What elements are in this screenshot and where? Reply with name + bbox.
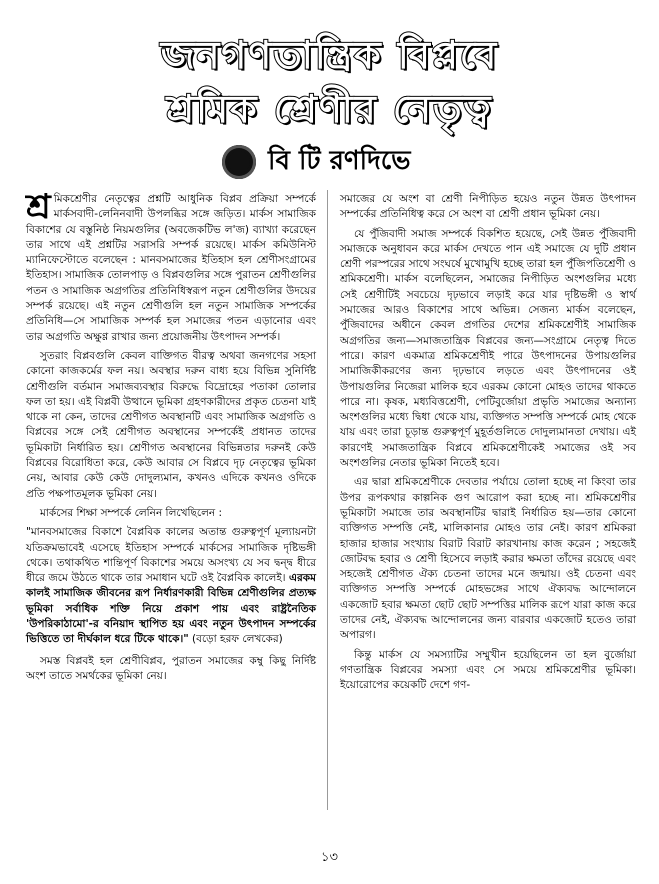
paragraph — [26, 187, 316, 345]
quote-text: "মানবসমাজের বিকাশে বৈপ্লবিক কালের অতান্ত গুরুত্বপূর্ণ মূল্যায়নটা যতিক্রমভাবেই এসেছে ইতিহাস সম্পর্কে মার্কসের সামাজিক দৃষ্টিভঙ্গী থেকে। তথাকথিত শান্তিপূর্ণ বিকাশের সময়ে অসংখ্য যে সব দ্বন্দ্ব ধীরে ধীরে জমে উঠতে থাকে তার সমাধান ঘটে ওই বৈপ্লবিক কালেই। — [26, 526, 316, 585]
page-number: ১৩ — [321, 850, 338, 865]
byline — [222, 142, 411, 182]
paragraph-text: মিকশ্রেণীর নেতৃত্বের প্রশ্নটি আধুনিক বিপ্লব প্রক্রিয়া সম্পর্কে মার্কসবাদী-লেনিনবাদী উপলব্ধির সঙ্গে জড়িত। মার্কস সামাজিক বিকাশের যে বস্তুনিষ্ঠ নিয়মগুলির (অবজেকটিভ ল'জ) ব্যাখ্যা করেছেন তার সাথে এই প্রশ্নটির সরাসরি সম্পর্ক রয়েছে। মার্কস কমিউনিস্ট ম্যানিফেস্টোতে বলেছেন : মানবসমাজের ইতিহাস হল শ্রেণীসংগ্রামের ইতিহাস। সামাজিক তোলপাড় ও বিপ্লবগুলির সঙ্গে পুরাতন শ্রেণীগুলির পতন ও সামাজিক অগ্রগতির প্রতিনিধিস্বরূপ নতুন শ্রেণীগুলির উদয়ের সম্পর্ক রয়েছে। এই নতুন শ্রেণীগুলি হল নতুন সামাজিক সম্পর্কের প্রতিনিধি—সে সামাজিক সম্পর্ক হল সমাজের পতন এড়ানোর এবং তার অগ্রগতি অক্ষুণ্ণ রাখার জন্য প্রয়োজনীয় উৎপাদন সম্পর্ক। — [26, 193, 316, 343]
block-quote — [26, 525, 316, 647]
headline-line-1: জনগণতান্ত্রিক বিপ্লবে — [160, 32, 499, 77]
column-divider — [327, 190, 328, 810]
author-name: বি টি রণদিভে — [268, 146, 411, 176]
paragraph: সমস্ত বিপ্লবই হল শ্রেণীবিপ্লব, পুরাতন সমাজের কম্বু কিছু নির্দিষ্ট অংশ তাতে সমর্থকের ভূমিকা নেয়। — [26, 654, 316, 682]
paragraph: সুতরাং বিপ্লবগুলি কেবল বাক্তিগত বীরত্ব অথবা জনগণের সহসা কোনো কাজকর্মের ফল নয়। অবস্থার দরুন বাধ্য হয়ে বিভিন্ন সুনির্দিষ্ট শ্রেণীগুলি বর্তমান সমাজব্যবস্থার বিরুদ্ধে বিদ্রোহের পতাকা তোলার ফল তা হয়। এই বিপ্লবী উত্থানে ভূমিকা গ্রহণকারীদের প্রকৃত চেতনা যাই থাকে না কেন, তাদের শ্রেণীগত অবস্থানটি এবং সামাজিক অগ্রগতি ও বিপ্লবের সঙ্গে সেই শ্রেণীগত অবস্থানের সম্পর্কেই প্রধানত তাদের ভূমিকাটা নির্ধারিত হয়। শ্রেণীগত অবস্থানের বিভিন্নতার দরুনই কেউ বিপ্লবের বিরোধিতা করে, কেউ আবার সে বিপ্লবে দৃঢ় নেতৃত্বের ভূমিকা নেয়, আবার কেউ কেউ দোদুল্যমান, কখনও এদিকে কখনও ওদিকে প্রতি পক্ষপাতমূলক ভূমিকা নেয়। — [26, 349, 316, 500]
paragraph: যে পুঁজিবাদী সমাজ সম্পর্কে বিকশিত হয়েছে, সেই উন্নত পুঁজিবাদী সমাজকে অনুধাবন করে মার্কস দেখতে পান এই সমাজে যে দুটি প্রধান শ্রেণী পরস্পরের সাথে সংঘর্ষে মুখোমুখি হচ্ছে তারা হল পুঁজিপতিশ্রেণী ও শ্রমিকশ্রেণী। মার্কস বলেছিলেন, সমাজের নিপীড়িত অংশগুলির মধ্যে সেই শ্রেণীটিই সবচেয়ে দৃঢ়ভাবে লড়াই করে যার দৃষ্টিভঙ্গী ও স্বার্থ সমাজের আরও বিকাশের সাথে অভিন্ন। সেজন্য মার্কস বলেছেন, পুঁজিবাদের অধীনে কেবল প্রগতির দেশের শ্রমিকশ্রেণীই সামাজিক অগ্রগতির জন্য—সমাজতান্ত্রিক বিপ্লবের জন্য—সংগ্রামে নেতৃত্ব দিতে পারে। কারণ একমাত্র শ্রমিকশ্রেণীই পারে উৎপাদনের উপায়গুলির সামাজিকীকরণের জন্য দৃঢ়ভাবে লড়তে এবং উৎপাদনের ওই উপায়গুলির নিজেরা মালিক হবে এরকম কোনো মোহও তাদের থাকতে পারে না। কৃষক, মধ্যবিত্তশ্রেণী, পেটিবুর্জোয়া প্রভৃতি সমাজের অন্যান্য অংশগুলির মধ্যে দ্বিধা থেকে যায়, ব্যক্তিগত সম্পত্তি সম্পর্কে মোহ থেকে যায় এবং তারা চূড়ান্ত গুরুত্বপূর্ণ মুহূর্তগুলিতে দোদুল্যমানতা দেখায়। এই কারণেই সমাজতান্ত্রিক বিপ্লবে শ্রমিকশ্রেণীকেই সমাজের ওই সব অংশগুলির নেতার ভূমিকা নিতেই হবে। — [340, 227, 636, 470]
paragraph: কিন্তু মার্কস যে সমস্যাটির সম্মুখীন হয়েছিলেন তা হল বুর্জোয়া গণতান্ত্রিক বিপ্লবের সমস্যা এবং সে সময়ে শ্রমিকশ্রেণীর ভূমিকা। ইয়োরোপের কয়েকটি দেশে গণ- — [340, 648, 636, 692]
drop-cap: শ্র — [26, 187, 51, 227]
byline-bullet-icon — [222, 145, 256, 179]
paragraph: সমাজের যে অংশ বা শ্রেণী নিপীড়িত হয়েও নতুন উন্নত উৎপাদন সম্পর্কের প্রতিনিধিত্ব করে সে অংশ বা শ্রেণী প্রধান ভূমিকা নেয়। — [340, 193, 636, 221]
headline-line-2: শ্রমিক শ্রেণীর নেতৃত্ব — [166, 86, 493, 131]
paragraph: এর দ্বারা শ্রমিকশ্রেণীকে দেবতার পর্যায়ে তোলা হচ্ছে না কিংবা তার উপর রূপকথার কাল্পনিক গুণ আরোপ করা হচ্ছে না। শ্রমিকশ্রেণীর ভূমিকাটা সমাজে তার অবস্থানটির দ্বারাই নির্ধারিত হয়—তার কোনো ব্যক্তিগত সম্পত্তি নেই, মালিকানার মোহও তার নেই। কারণ শ্রমিকরা হাজার হাজার সংখ্যায় বিরাট বিরাট কারখানায় কাজ করেন ; সহজেই জোটবদ্ধ হবার ও শ্রেণী হিসেবে লড়াই করার ক্ষমতা তাঁদের রয়েছে এবং সহজেই শ্রেণীগত ঐক্য চেতনা তাদের মনে জন্মায়। ওই চেতনা এবং ব্যক্তিগত সম্পত্তি সম্পর্কে মোহভঙ্গের সাথে ঐক্যবদ্ধ আন্দোলনে একজোট হবার ক্ষমতা ছোট ছোট সম্পত্তির মালিক রূপে যারা কাজ করে তাদের নেই, ঐক্যবদ্ধ আন্দোলনের জন্য বারবার একজোট হতেও তারা অপারগ। — [340, 476, 636, 642]
right-column — [340, 192, 636, 698]
left-column — [26, 187, 316, 688]
quote-emphasis: এরকম কালই সামাজিক জীবনের রূপ নির্ধারণকারী বিভিন্ন শ্রেণীগুলির প্রত্যক্ষ ভূমিকা সর্বাধিক শক্তি নিয়ে প্রকাশ পায় এবং রাষ্ট্রনৈতিক 'উপরিকাঠামো'-র বনিয়াদ স্থাপিত হয় এবং নতুন উৎপাদন সম্পর্কের ভিত্তিতে তা দীর্ঘকাল ধরে টিকে থাকে।" — [26, 572, 316, 646]
quote-note: (বড়ো হরফ লেখকের) — [192, 633, 283, 646]
paragraph: মার্কসের শিক্ষা সম্পর্কে লেনিন লিখেছিলেন : — [40, 506, 223, 519]
